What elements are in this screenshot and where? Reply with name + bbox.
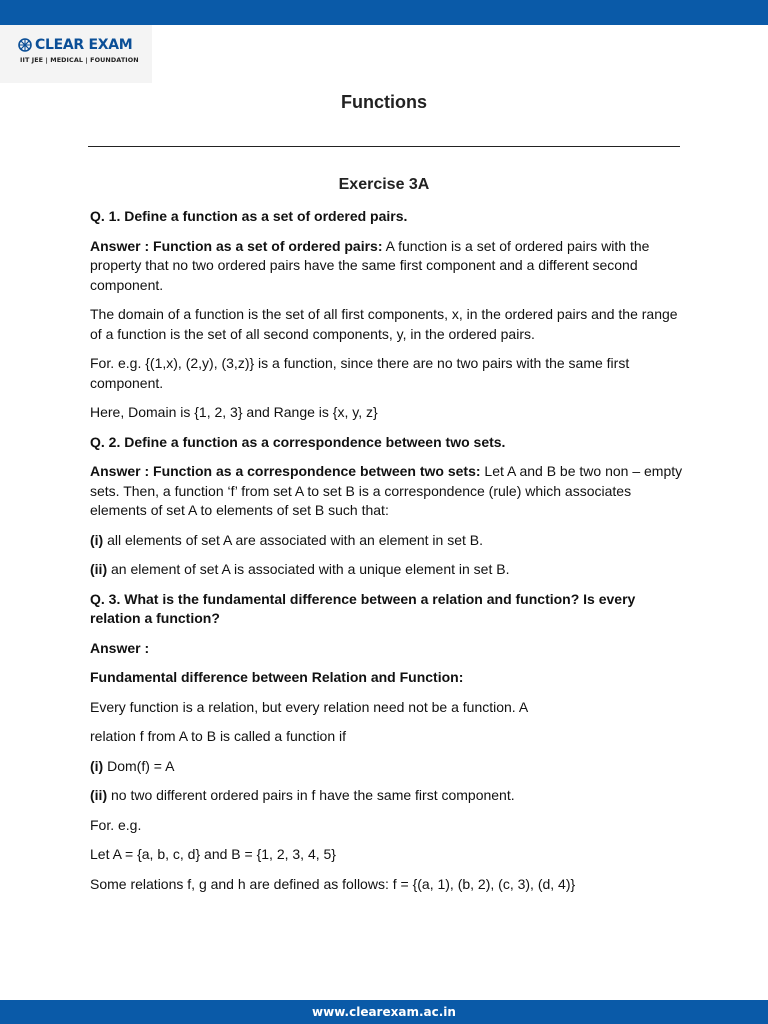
document-content [90, 207, 686, 904]
logo-text: CLEAR EXAM [35, 37, 133, 53]
logo-emblem-icon [18, 38, 32, 52]
q3-sets: Let A = {a, b, c, d} and B = {1, 2, 3, 4, 5} [90, 846, 336, 862]
logo-row [18, 37, 132, 53]
q3-item-1-text: Dom(f) = A [103, 757, 175, 774]
q3-heading-text: Fundamental difference between Relation and Function: [90, 669, 464, 685]
page-title: Functions [341, 92, 427, 112]
q3-line-2: relation f from A to B is called a function if [90, 728, 347, 744]
q1-question-text: Q. 1. Define a function as a set of ordered pairs. [90, 208, 408, 224]
q3-answer-label-text: Answer : [90, 639, 150, 656]
q2-item-1-text: all elements of set A are associated with an element in set B. [103, 531, 483, 548]
q1-question [90, 207, 686, 227]
q3-line-1: Every function is a relation, but every relation need not be a function. A [90, 698, 529, 715]
q1-answer-text: A function is a set of ordered pairs with the property that no two ordered pairs have the same first component and a different second component. [90, 237, 650, 293]
q2-item-1 [90, 531, 686, 551]
q1-answer [90, 237, 686, 296]
q3-heading [90, 668, 686, 688]
logo [0, 25, 152, 83]
q2-item-2-text: an element of set A is associated with a unique element in set B. [107, 561, 510, 577]
q3-item-2-text: no two different ordered pairs in f have the same first component. [107, 787, 515, 803]
q2-question-text: Q. 2. Define a function as a correspondence between two sets. [90, 433, 506, 450]
q3-question [90, 590, 686, 629]
q2-item-2-label: (ii) [90, 561, 108, 577]
q3-relations: Some relations f, g and h are defined as follows: f = {(a, 1), (b, 2), (c, 3), (d, 4)} [90, 875, 576, 892]
exercise-title: Exercise 3A [338, 176, 430, 193]
footer-url-link[interactable]: www.clearexam.ac.in [312, 1005, 456, 1019]
q2-answer-text: Let A and B be two non – empty sets. Then, a function ‘f’ from set A to set B is a correspondence (rule) which associates elements of set A to elements of set B such that: [90, 463, 683, 518]
q3-question-text: Q. 3. What is the fundamental difference between a relation and function? Is every relation a function? [90, 590, 636, 626]
q3-item-2-label: (ii) [90, 787, 108, 803]
title-divider [88, 146, 680, 147]
q1-example: For. e.g. {(1,x), (2,y), (3,z)} is a function, since there are no two pairs with the same first component. [90, 355, 630, 391]
q1-answer-label: Answer : Function as a set of ordered pairs: [90, 237, 383, 254]
q2-answer [90, 462, 686, 521]
q1-domain-paragraph: The domain of a function is the set of all first components, x, in the ordered pairs and the range of a function is the set of all second components, y, in the ordered pairs. [90, 306, 678, 342]
q3-example-label: For. e.g. [90, 816, 142, 833]
logo-tagline: IIT JEE | MEDICAL | FOUNDATION [20, 56, 139, 64]
q2-item-1-label: (i) [90, 531, 104, 548]
footer-bar [0, 1000, 768, 1024]
top-bar [0, 0, 768, 25]
q1-domain-range: Here, Domain is {1, 2, 3} and Range is {x, y, z} [90, 404, 378, 420]
q3-item-2 [90, 786, 686, 806]
q2-item-2 [90, 560, 686, 580]
q3-answer-label [90, 639, 686, 659]
q3-item-1 [90, 757, 686, 777]
q2-answer-label: Answer : Function as a correspondence between two sets: [90, 463, 481, 479]
q2-question [90, 433, 686, 453]
q3-item-1-label: (i) [90, 757, 104, 774]
